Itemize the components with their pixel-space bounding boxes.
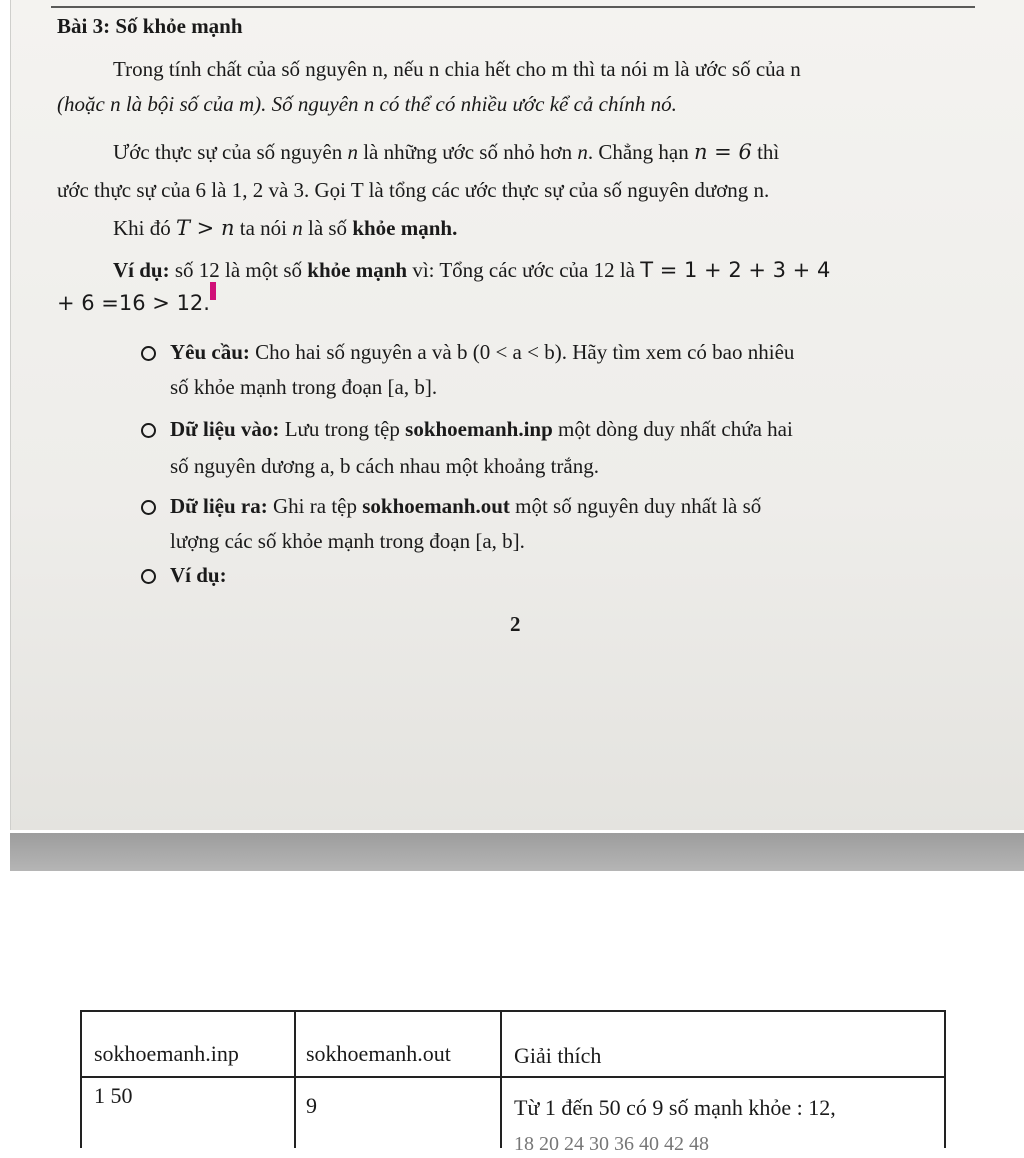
bullet-circle [141,500,156,515]
output-line-1 [170,492,761,520]
example-seg-b: khỏe mạnh [307,258,408,282]
p3-seg-c: ta nói [234,216,293,240]
table-row-divider [82,1076,944,1078]
table-column-divider [294,1012,296,1148]
input-label: Dữ liệu vào: [170,417,280,441]
table-header-explain: Giải thích [514,1043,602,1068]
paragraph-2-line-2: ước thực sự của 6 là 1, 2 và 3. Gọi T là tổng các ước thực sự của số nguyên dương n. [57,178,770,202]
page-divider-band [10,833,1024,871]
input-text-b: một dòng duy nhất chứa hai [552,417,793,441]
input-text-a: Lưu trong tệp [279,417,406,441]
requirement-line-1 [170,338,794,366]
table-cell-explain: Từ 1 đến 50 có 9 số mạnh khỏe : 12, [514,1095,836,1120]
p3-seg-d: n [292,216,303,240]
input-filename: sokhoemanh.inp [405,417,553,441]
output-line-2: lượng các số khỏe mạnh trong đoạn [a, b]. [170,529,525,553]
table-cell-out: 9 [306,1093,317,1118]
input-line-1 [170,415,793,443]
example-table [80,1010,946,1155]
requirement-line-2: số khỏe mạnh trong đoạn [a, b]. [170,375,438,399]
p2-seg-d: n [577,140,588,164]
example-line-1 [113,256,830,284]
example-seg-a: số 12 là một số [169,258,308,282]
requirement-label: Yêu cầu: [170,340,250,364]
output-text-b: một số nguyên duy nhất là số [509,494,762,518]
exercise-title: Bài 3: Số khỏe mạnh [57,14,243,38]
p2-seg-g: thì [751,140,780,164]
output-text-a: Ghi ra tệp [267,494,363,518]
table-header-inp: sokhoemanh.inp [94,1041,239,1066]
paragraph-1-line-2: (hoặc n là bội số của m). Số nguyên n có thể có nhiều ước kể cả chính nó. [57,92,677,116]
example-formula: T = 1 + 2 + 3 + 4 [640,258,831,282]
p3-math: T > n [176,216,235,240]
input-line-2: số nguyên dương a, b cách nhau một khoảng trắng. [170,454,599,478]
table-column-divider [500,1012,502,1148]
paragraph-3 [113,214,457,242]
bullet-circle [141,346,156,361]
text-cursor [210,282,216,300]
bullet-circle [141,569,156,584]
bullet-circle [141,423,156,438]
p3-seg-f: khỏe mạnh. [352,216,458,240]
p2-math: n = 6 [693,140,752,164]
paragraph-2-line-1 [113,138,779,166]
example-label: Ví dụ: [113,258,170,282]
example-bullet-label: Ví dụ: [170,563,227,587]
table-cell-inp: 1 50 [94,1083,133,1108]
output-label: Dữ liệu ra: [170,494,268,518]
paragraph-1-line-1: Trong tính chất của số nguyên n, nếu n chia hết cho m thì ta nói m là ước số của n [113,57,801,81]
p2-seg-c: là những ước số nhỏ hơn [357,140,578,164]
table-header-out: sokhoemanh.out [306,1041,451,1066]
page-number: 2 [510,612,521,636]
page-edge-line [51,6,975,8]
example-line-2: + 6 =16 > 12. [57,291,210,315]
table-cell-explain-cut: 18 20 24 30 36 40 42 48 [514,1133,709,1155]
p3-seg-a: Khi đó [113,216,176,240]
p2-seg-e: . Chẳng hạn [587,140,694,164]
p3-seg-e: là số [302,216,353,240]
example-seg-c: vì: Tổng các ước của 12 là [407,258,641,282]
p2-seg-a: Ước thực sự của số nguyên [113,140,348,164]
requirement-text: Cho hai số nguyên a và b (0 < a < b). Hãy tìm xem có bao nhiêu [249,340,795,364]
p2-seg-b: n [347,140,358,164]
output-filename: sokhoemanh.out [362,494,510,518]
